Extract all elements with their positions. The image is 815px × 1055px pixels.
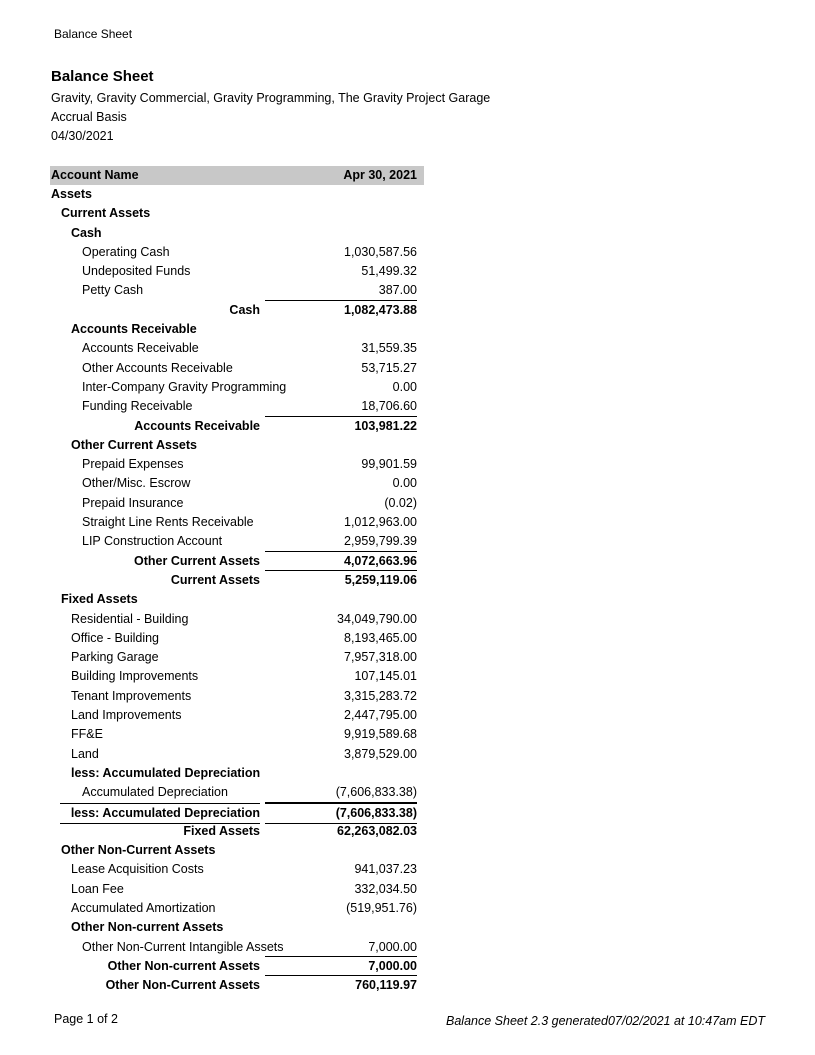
table-row [50, 860, 424, 879]
account-amount: 387.00 [265, 281, 417, 300]
account-amount [265, 224, 417, 243]
table-row [50, 880, 424, 899]
account-name: less: Accumulated Depreciation [71, 765, 261, 780]
account-name: Other Non-Current Assets [105, 978, 260, 993]
account-name: Fixed Assets [61, 592, 138, 607]
table-row [50, 610, 424, 629]
total-row [50, 552, 424, 571]
account-amount [265, 436, 417, 455]
account-amount: 99,901.59 [361, 457, 417, 472]
account-name: Land [71, 746, 99, 761]
account-amount: 1,082,473.88 [344, 302, 417, 317]
report-entities: Gravity, Gravity Commercial, Gravity Programming, The Gravity Project Garage [51, 91, 491, 105]
table-row [50, 899, 424, 918]
table-row [50, 397, 424, 416]
account-name: Petty Cash [82, 283, 144, 298]
account-amount: 3,315,283.72 [344, 688, 417, 703]
report-date: 04/30/2021 [51, 129, 114, 143]
account-amount [265, 185, 417, 204]
account-name: Undeposited Funds [82, 264, 191, 279]
section-header-row [50, 590, 424, 609]
account-amount: 7,957,318.00 [344, 650, 417, 665]
account-amount [265, 590, 417, 609]
account-name: Tenant Improvements [71, 688, 192, 703]
account-amount: 7,000.00 [265, 957, 417, 976]
page-header-label: Balance Sheet [54, 27, 133, 41]
report-basis: Accrual Basis [51, 110, 127, 124]
account-amount: 18,706.60 [265, 397, 417, 416]
account-name: Cash [229, 302, 260, 317]
account-name: Parking Garage [71, 650, 159, 665]
section-header-row [50, 436, 424, 455]
table-row [50, 243, 424, 262]
account-name: Other Non-current Assets [71, 920, 224, 935]
account-amount [265, 320, 417, 339]
section-header-row [50, 841, 424, 860]
account-name: Land Improvements [71, 708, 182, 723]
account-amount: 8,193,465.00 [344, 630, 417, 645]
account-name: FF&E [71, 727, 103, 742]
account-name: Accounts Receivable [134, 418, 260, 433]
table-row [50, 339, 424, 358]
account-name: Assets [51, 187, 92, 201]
table-row [50, 783, 424, 802]
total-row [50, 417, 424, 436]
column-header-period: Apr 30, 2021 [343, 168, 417, 182]
account-name: Current Assets [170, 572, 260, 587]
table-row [50, 745, 424, 764]
table-row [50, 725, 424, 744]
account-amount: 53,715.27 [361, 360, 417, 375]
table-row [50, 938, 424, 957]
account-amount: 34,049,790.00 [337, 611, 417, 626]
account-amount: 31,559.35 [361, 341, 417, 356]
table-row [50, 281, 424, 300]
account-amount: 0.00 [392, 476, 417, 491]
table-row [50, 667, 424, 686]
account-name: Other Non-Current Intangible Assets [82, 939, 284, 954]
account-amount: 107,145.01 [354, 669, 417, 684]
account-name: Accounts Receivable [71, 322, 197, 337]
account-name: Prepaid Insurance [82, 495, 184, 510]
account-name: Accumulated Depreciation [82, 785, 228, 800]
account-name: Fixed Assets [183, 823, 260, 838]
account-name: LIP Construction Account [82, 534, 223, 549]
account-name: Accounts Receivable [82, 341, 199, 356]
total-row [50, 957, 424, 976]
account-name: Cash [71, 225, 102, 240]
total-row [50, 301, 424, 320]
account-name: Building Improvements [71, 669, 199, 684]
account-amount: (7,606,833.38) [265, 803, 417, 824]
total-row [50, 571, 424, 590]
total-row [50, 976, 424, 995]
account-name: Inter-Company Gravity Programming [82, 379, 287, 394]
account-name: Lease Acquisition Costs [71, 862, 204, 877]
section-header-row [50, 204, 424, 223]
column-header-account: Account Name [51, 168, 139, 182]
account-amount: 103,981.22 [354, 418, 417, 433]
account-amount: (7,606,833.38) [265, 783, 417, 802]
section-header-row [50, 764, 424, 783]
account-amount: 7,000.00 [265, 938, 417, 957]
account-amount: 1,030,587.56 [344, 244, 417, 259]
account-name: Other Non-Current Assets [61, 843, 216, 858]
account-name: Funding Receivable [82, 399, 193, 414]
account-amount: 9,919,589.68 [344, 727, 417, 742]
account-name: Office - Building [71, 630, 160, 645]
table-row [50, 474, 424, 493]
account-amount: 3,879,529.00 [344, 746, 417, 761]
generated-note: Balance Sheet 2.3 generated07/02/2021 at 10:47am EDT [446, 1014, 765, 1028]
account-name: Other Current Assets [71, 437, 197, 452]
account-name: Other Accounts Receivable [82, 360, 233, 375]
account-amount: 0.00 [392, 379, 417, 394]
account-name: Prepaid Expenses [82, 457, 184, 472]
table-row [50, 629, 424, 648]
table-row [50, 648, 424, 667]
account-amount: 5,259,119.06 [344, 572, 417, 587]
account-amount [265, 204, 417, 223]
table-row [50, 513, 424, 532]
account-amount: 4,072,663.96 [265, 552, 417, 571]
account-name: Residential - Building [71, 611, 189, 626]
total-row [50, 822, 424, 841]
table-row [50, 532, 424, 551]
table-row [50, 455, 424, 474]
account-amount: 51,499.32 [361, 264, 417, 279]
section-header-row [50, 320, 424, 339]
account-amount [265, 764, 417, 783]
table-row [50, 706, 424, 725]
account-amount: 332,034.50 [354, 881, 417, 896]
report-title: Balance Sheet [51, 68, 154, 85]
section-header-row [50, 224, 424, 243]
account-amount: 760,119.97 [355, 978, 417, 993]
account-amount: 62,263,082.03 [337, 823, 417, 838]
account-name: Other Current Assets [134, 553, 260, 568]
section-header-row [50, 918, 424, 937]
account-name: less: Accumulated Depreciation [60, 803, 260, 824]
column-header-row [50, 166, 424, 185]
table-row [50, 378, 424, 397]
account-amount: 2,447,795.00 [344, 708, 417, 723]
account-name: Other Non-current Assets [107, 958, 260, 973]
account-name: Accumulated Amortization [71, 900, 216, 915]
section-header-row [50, 185, 424, 204]
table-row [50, 687, 424, 706]
total-row [50, 803, 424, 822]
account-name: Operating Cash [82, 244, 170, 259]
account-amount: (0.02) [384, 495, 417, 510]
account-amount: 2,959,799.39 [265, 532, 417, 551]
table-row [50, 262, 424, 281]
balance-sheet-table [50, 166, 424, 995]
table-row [50, 359, 424, 378]
account-amount: (519,951.76) [346, 900, 417, 915]
account-name: Loan Fee [71, 881, 124, 896]
page-number: Page 1 of 2 [54, 1012, 118, 1026]
account-amount: 1,012,963.00 [344, 515, 417, 530]
account-amount: 941,037.23 [354, 862, 417, 877]
account-name: Other/Misc. Escrow [82, 476, 191, 491]
table-row [50, 494, 424, 513]
table-body [50, 185, 424, 995]
account-name: Current Assets [61, 206, 151, 221]
account-amount [265, 918, 417, 937]
account-name: Straight Line Rents Receivable [82, 515, 254, 530]
account-amount [265, 841, 417, 860]
